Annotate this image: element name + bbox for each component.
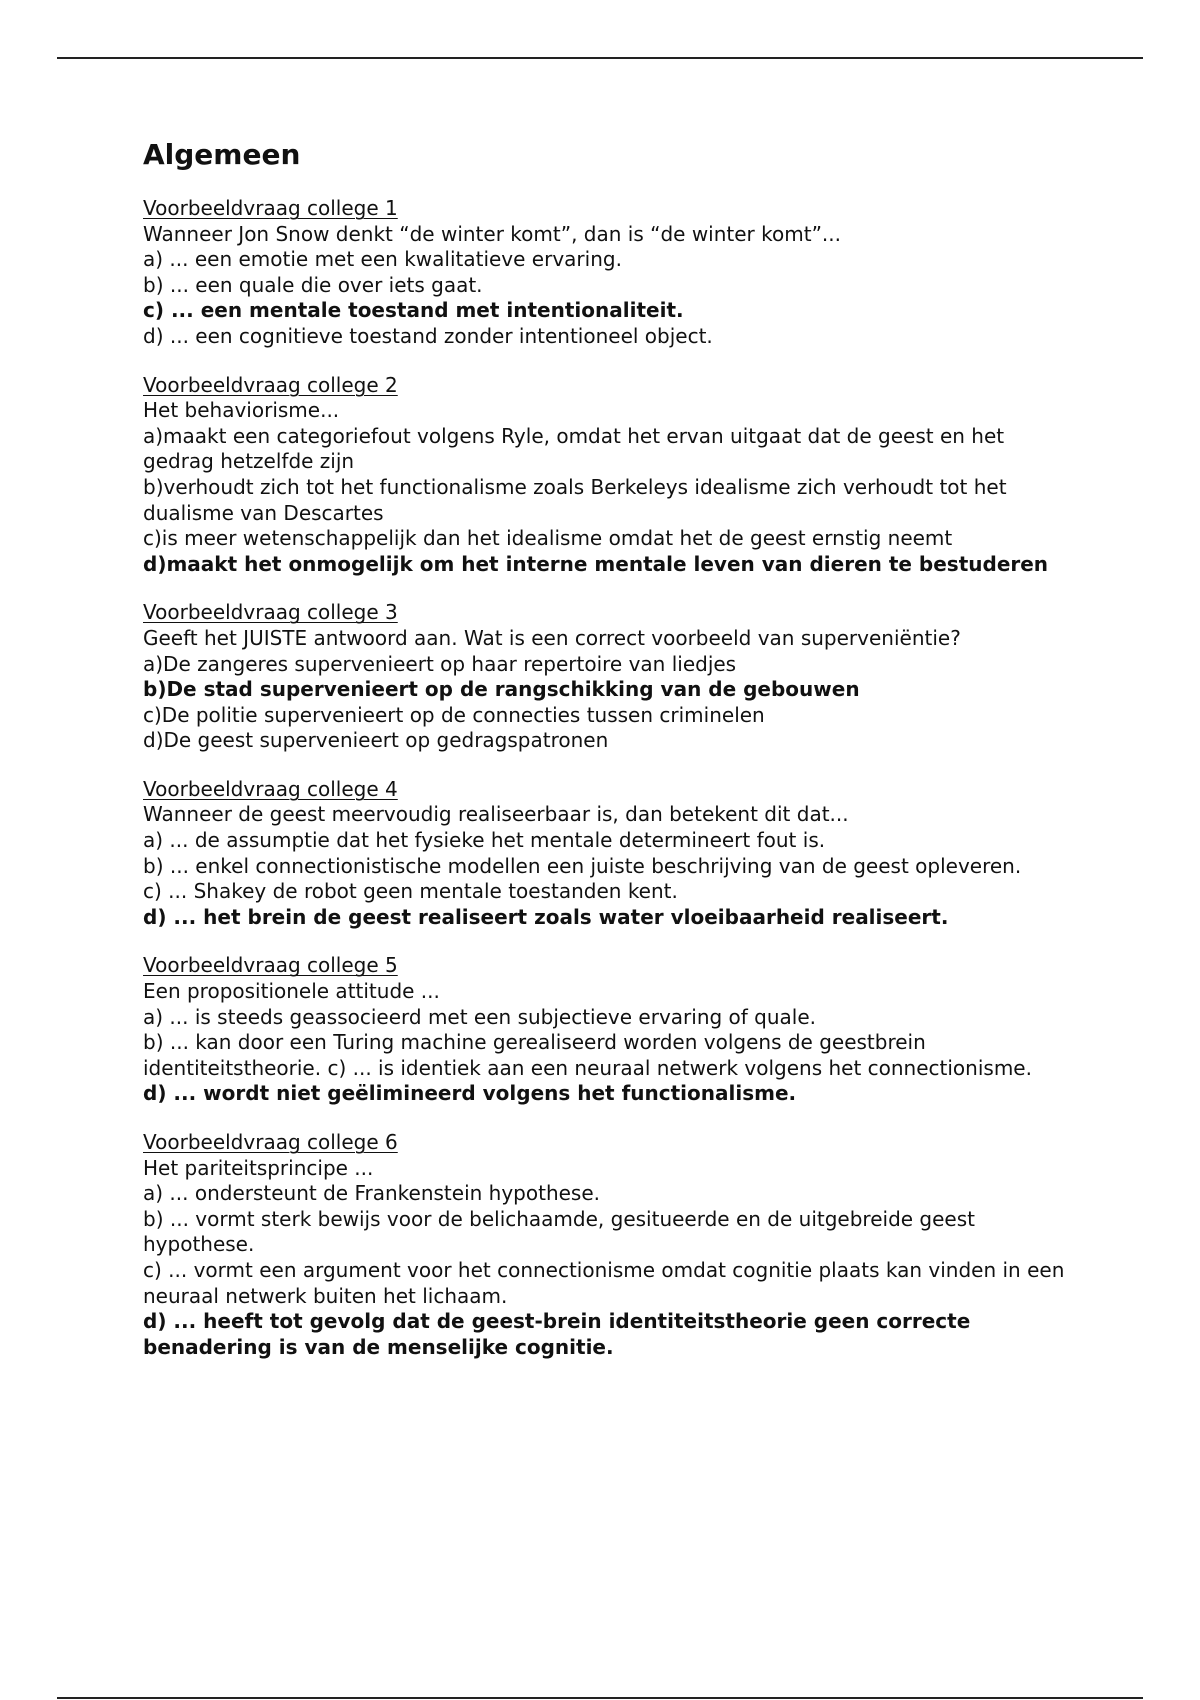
question-title: Voorbeeldvraag college 3 <box>143 600 398 625</box>
question-stem: Het pariteitsprincipe ... <box>143 1155 374 1180</box>
answer-option: b) ... enkel connectionistische modellen een juiste beschrijving van de geest opleveren. <box>143 853 1022 878</box>
document-body <box>143 138 1073 1383</box>
question-block <box>143 196 1073 350</box>
answer-option-correct: d) ... heeft tot gevolg dat de geest-brein identiteitstheorie geen correcte benadering is van de menselijke cognitie. <box>143 1309 971 1359</box>
answer-option: a) ... een emotie met een kwalitatieve ervaring. <box>143 247 622 272</box>
question-stem: Het behaviorisme... <box>143 398 340 423</box>
bottom-rule <box>57 1697 1143 1699</box>
page-title: Algemeen <box>143 138 301 171</box>
answer-option: a) ... de assumptie dat het fysieke het mentale determineert fout is. <box>143 828 826 853</box>
answer-option: c) ... vormt een argument voor het connectionisme omdat cognitie plaats kan vinden in een neuraal netwerk buiten het lichaam. <box>143 1257 1065 1308</box>
question-block <box>143 953 1073 1107</box>
question-stem: Geeft het JUISTE antwoord aan. Wat is een correct voorbeeld van superveniëntie? <box>143 625 961 650</box>
question-block <box>143 373 1073 578</box>
answer-option: b) ... vormt sterk bewijs voor de belichaamde, gesitueerde en de uitgebreide geest hypothese. <box>143 1206 975 1257</box>
answer-option: b) ... kan door een Turing machine gerealiseerd worden volgens de geestbrein identiteitstheorie. c) ... is identiek aan een neuraal netwerk volgens het connectionisme. <box>143 1030 1032 1080</box>
question-title: Voorbeeldvraag college 6 <box>143 1130 398 1154</box>
question-title: Voorbeeldvraag college 1 <box>143 196 398 220</box>
question-title: Voorbeeldvraag college 5 <box>143 953 398 978</box>
answer-option: c)De politie supervenieert op de connecties tussen criminelen <box>143 702 765 727</box>
answer-option: d)De geest supervenieert op gedragspatronen <box>143 728 609 753</box>
question-block <box>143 600 1073 754</box>
answer-option-correct: b)De stad supervenieert op de rangschikking van de gebouwen <box>143 677 860 702</box>
answer-option-correct: d) ... wordt niet geëlimineerd volgens het functionalisme. <box>143 1081 797 1106</box>
answer-option: a) ... is steeds geassocieerd met een subjectieve ervaring of quale. <box>143 1004 817 1029</box>
answer-option: d) ... een cognitieve toestand zonder intentioneel object. <box>143 323 713 348</box>
answer-option-correct: d) ... het brein de geest realiseert zoals water vloeibaarheid realiseert. <box>143 904 949 929</box>
answer-option: a)De zangeres supervenieert op haar repertoire van liedjes <box>143 651 737 676</box>
answer-option: c)is meer wetenschappelijk dan het idealisme omdat het de geest ernstig neemt <box>143 526 953 551</box>
question-stem: Wanneer Jon Snow denkt “de winter komt”, dan is “de winter komt”... <box>143 221 841 246</box>
top-rule <box>57 57 1143 59</box>
question-list <box>143 196 1073 1360</box>
question-block <box>143 777 1073 931</box>
question-block <box>143 1130 1073 1360</box>
answer-option: a)maakt een categoriefout volgens Ryle, omdat het ervan uitgaat dat de geest en het gedrag hetzelfde zijn <box>143 423 1005 474</box>
question-stem: Een propositionele attitude ... <box>143 979 440 1004</box>
answer-option: b)verhoudt zich tot het functionalisme zoals Berkeleys idealisme zich verhoudt tot het dualisme van Descartes <box>143 474 1007 525</box>
answer-option-correct: d)maakt het onmogelijk om het interne mentale leven van dieren te bestuderen <box>143 551 1049 576</box>
question-stem: Wanneer de geest meervoudig realiseerbaar is, dan betekent dit dat... <box>143 802 849 827</box>
question-title: Voorbeeldvraag college 2 <box>143 372 398 397</box>
answer-option: b) ... een quale die over iets gaat. <box>143 272 483 297</box>
answer-option-correct: c) ... een mentale toestand met intentionaliteit. <box>143 298 684 323</box>
answer-option: a) ... ondersteunt de Frankenstein hypothese. <box>143 1181 601 1206</box>
answer-option: c) ... Shakey de robot geen mentale toestanden kent. <box>143 879 678 904</box>
question-title: Voorbeeldvraag college 4 <box>143 776 398 801</box>
